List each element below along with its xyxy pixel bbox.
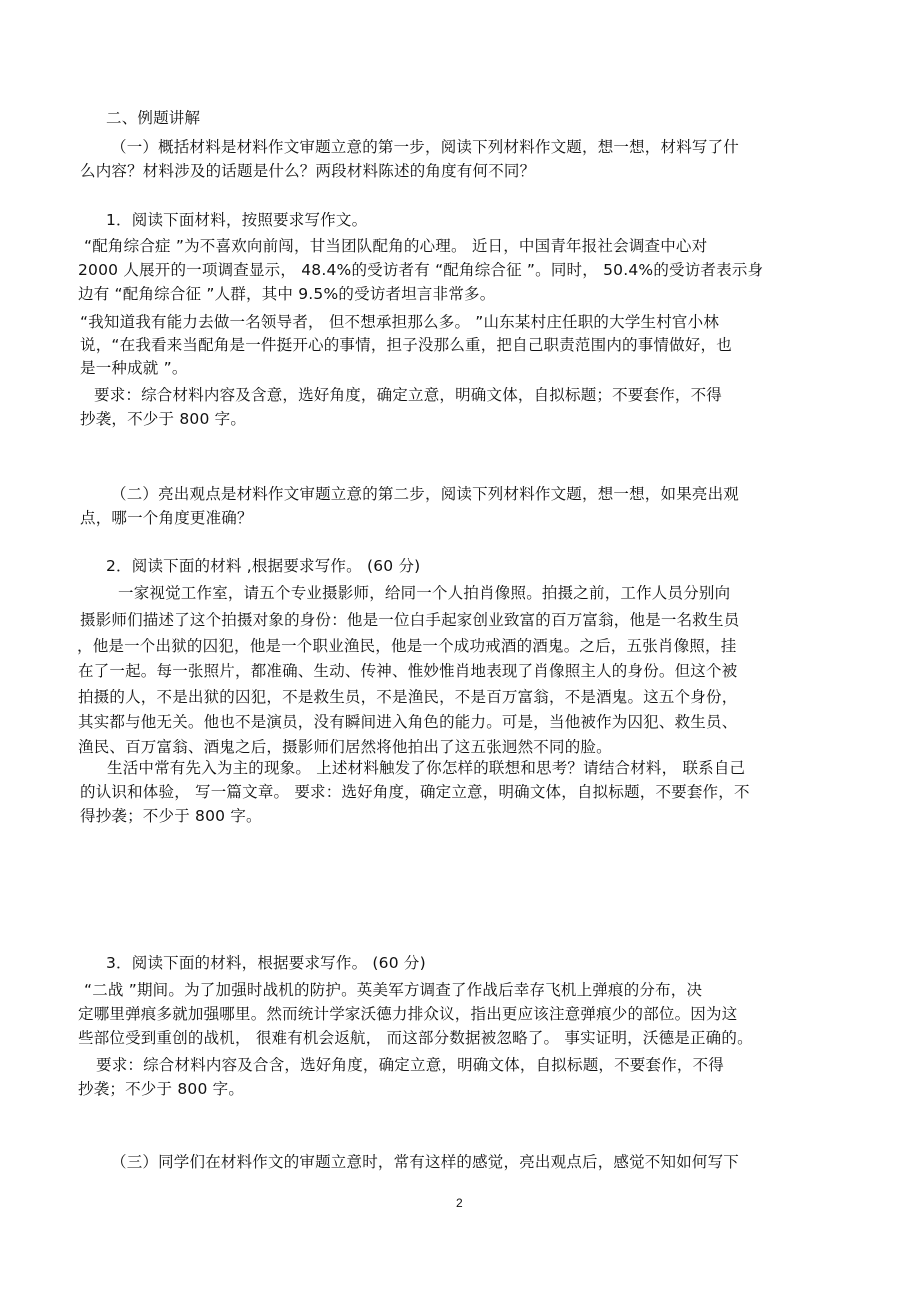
q2-line-7: 渔民、百万富翁、酒鬼之后，摄影师们居然将他拍出了这五张迥然不同的脸。 bbox=[78, 738, 612, 756]
q2-heading: 2．阅读下面的材料 ,根据要求写作。 (60 分) bbox=[106, 557, 421, 575]
part2-intro-line-1: （二）亮出观点是材料作文审题立意的第二步，阅读下列材料作文题，想一想，如果亮出观 bbox=[111, 485, 740, 503]
q1-line-3: 边有 “配角综合征 ”人群，其中 9.5%的受访者坦言非常多。 bbox=[78, 285, 496, 303]
q3-line-1: “二战 ”期间。为了加强时战机的防护。英美军方调查了作战后幸存飞机上弹痕的分布，决 bbox=[84, 981, 703, 999]
q3-line-2: 定哪里弹痕多就加强哪里。然而统计学家沃德力排众议，指出更应该注意弹痕少的部位。因为这 bbox=[78, 1005, 738, 1023]
q2-line-8: 生活中常有先入为主的现象。 上述材料触发了你怎样的联想和思考？请结合材料， 联系自己 bbox=[107, 759, 746, 777]
q1-requirement-line-2: 抄袭，不少于 800 字。 bbox=[80, 410, 247, 428]
q1-line-5: 说，“在我看来当配角是一件挺开心的事情，担子没那么重，把自己职责范围内的事情做好，也 bbox=[80, 336, 732, 354]
part3-intro-line: （三）同学们在材料作文的审题立意时，常有这样的感觉，亮出观点后，感觉不知如何写下 bbox=[111, 1153, 740, 1171]
page-number: 2 bbox=[456, 1196, 463, 1210]
q2-line-5: 拍摄的人，不是出狱的囚犯，不是救生员，不是渔民，不是百万富翁，不是酒鬼。这五个身份， bbox=[78, 688, 738, 706]
q3-heading: 3．阅读下面的材料，根据要求写作。 (60 分) bbox=[106, 954, 426, 972]
q3-requirement-line-1: 要求：综合材料内容及合含，选好角度，确定立意，明确文体，自拟标题，不要套作，不得 bbox=[96, 1056, 725, 1074]
q2-line-10: 得抄袭；不少于 800 字。 bbox=[80, 807, 262, 825]
q2-line-4: 在了一起。每一张照片，都准确、生动、传神、惟妙惟肖地表现了肖像照主人的身份。但这个被 bbox=[78, 662, 738, 680]
q2-line-2: 摄影师们描述了这个拍摄对象的身份：他是一位白手起家创业致富的百万富翁，他是一名救生员 bbox=[80, 611, 740, 629]
q1-requirement-line-1: 要求：综合材料内容及含意，选好角度，确定立意，明确文体，自拟标题；不要套作，不得 bbox=[94, 386, 723, 404]
q2-line-1: 一家视觉工作室，请五个专业摄影师，给同一个人拍肖像照。拍摄之前，工作人员分别向 bbox=[118, 584, 731, 602]
q3-line-3: 些部位受到重创的战机， 很难有机会返航， 而这部分数据被忽略了。 事实证明，沃德是正确的。 bbox=[78, 1029, 753, 1047]
part1-intro-line-2: 么内容？材料涉及的话题是什么？两段材料陈述的角度有何不同？ bbox=[80, 162, 536, 180]
q2-line-9: 的认识和体验， 写一篇文章。 要求：选好角度，确定立意，明确文体，自拟标题，不要套作，不 bbox=[80, 783, 750, 801]
part2-intro-line-2: 点，哪一个角度更准确？ bbox=[80, 509, 253, 527]
part1-intro-line-1: （一）概括材料是材料作文审题立意的第一步，阅读下列材料作文题，想一想，材料写了什 bbox=[111, 138, 740, 156]
q2-line-3: ，他是一个出狱的囚犯，他是一个职业渔民，他是一个成功戒酒的酒鬼。之后，五张肖像照，挂 bbox=[77, 637, 737, 655]
q2-line-6: 其实都与他无关。他也不是演员，没有瞬间进入角色的能力。可是，当他被作为囚犯、救生员、 bbox=[78, 713, 738, 731]
q1-line-4: “我知道我有能力去做一名领导者， 但不想承担那么多。 ”山东某村庄任职的大学生村官小林 bbox=[80, 313, 720, 331]
q1-heading: 1．阅读下面材料，按照要求写作文。 bbox=[106, 211, 368, 229]
q1-line-2: 2000 人展开的一项调查显示， 48.4%的受访者有 “配角综合征 ”。同时， 50.4%的受访者表示身 bbox=[78, 261, 764, 279]
section-title: 二、例题讲解 bbox=[106, 109, 201, 127]
q3-requirement-line-2: 抄袭；不少于 800 字。 bbox=[78, 1080, 245, 1098]
q1-line-1: “配角综合症 ”为不喜欢向前闯，甘当团队配角的心理。 近日，中国青年报社会调查中心对 bbox=[84, 237, 708, 255]
q1-line-6: 是一种成就 ”。 bbox=[80, 359, 188, 377]
